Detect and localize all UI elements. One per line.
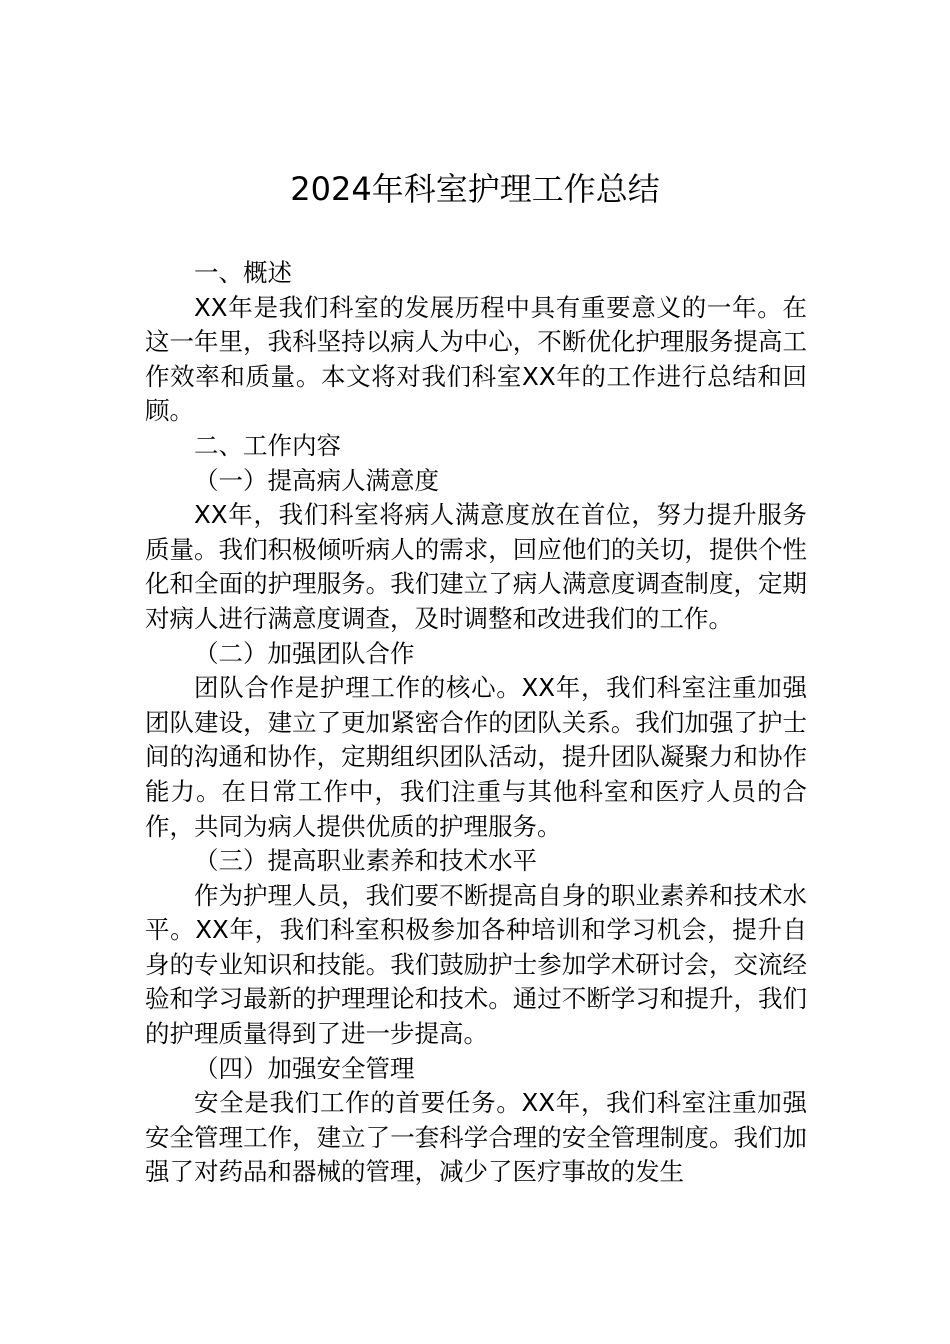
section-heading-work-content: 二、工作内容 xyxy=(194,430,341,460)
paragraph-safety-management: 安全是我们工作的首要任务。XX年，我们科室注重加强安全管理工作，建立了一套科学合理的安全管理制度。我们加强了对药品和器械的管理，减少了医疗事故的发生 xyxy=(145,1088,807,1187)
subheading-safety-management: （四）加强安全管理 xyxy=(194,1053,415,1083)
paragraph-teamwork: 团队合作是护理工作的核心。XX年，我们科室注重加强团队建设，建立了更加紧密合作的团队关系。我们加强了护士间的沟通和协作，定期组织团队活动，提升团队凝聚力和协作能力。在日常工作中，我们注重与其他科室和医疗人员的合作，共同为病人提供优质的护理服务。 xyxy=(145,673,807,841)
subheading-patient-satisfaction: （一）提高病人满意度 xyxy=(194,465,439,495)
document-title: 2024年科室护理工作总结 xyxy=(290,170,660,208)
document-body xyxy=(145,256,807,1190)
paragraph-patient-satisfaction: XX年，我们科室将病人满意度放在首位，努力提升服务质量。我们积极倾听病人的需求，回应他们的关切，提供个性化和全面的护理服务。我们建立了病人满意度调查制度，定期对病人进行满意度调查，及时调整和改进我们的工作。 xyxy=(145,500,807,633)
subheading-professional-skills: （三）提高职业素养和技术水平 xyxy=(194,846,537,876)
paragraph-overview: XX年是我们科室的发展历程中具有重要意义的一年。在这一年里，我科坚持以病人为中心，不断优化护理服务提高工作效率和质量。本文将对我们科室XX年的工作进行总结和回顾。 xyxy=(145,292,807,426)
section-heading-overview: 一、概述 xyxy=(194,258,292,287)
subheading-teamwork: （二）加强团队合作 xyxy=(194,638,415,668)
paragraph-professional-skills: 作为护理人员，我们要不断提高自身的职业素养和技术水平。XX年，我们科室积极参加各种培训和学习机会，提升自身的专业知识和技能。我们鼓励护士参加学术研讨会，交流经验和学习最新的护理理论和技术。通过不断学习和提升，我们的护理质量得到了进一步提高。 xyxy=(145,880,807,1049)
